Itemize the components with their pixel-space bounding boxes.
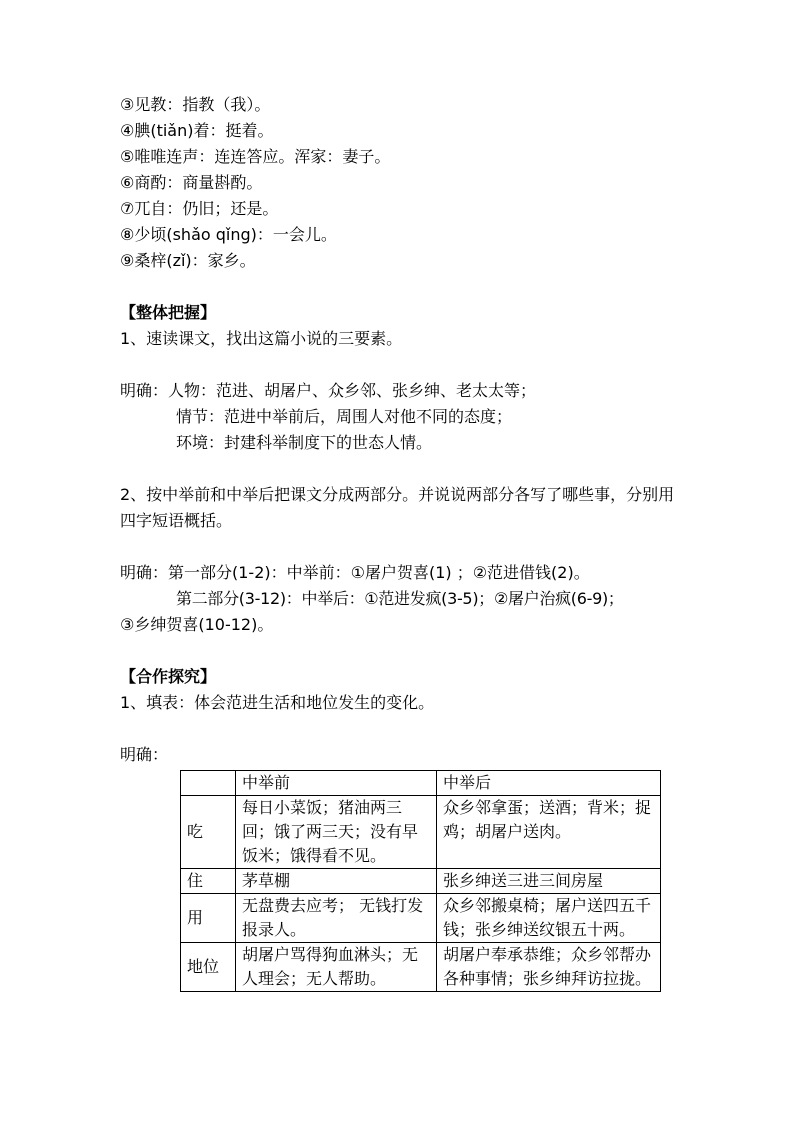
row-label: 用 [181,894,236,943]
answer-line: 明确：第一部分(1-2)：中举前：①屠户贺喜(1) ；②范进借钱(2)。 [120,563,590,582]
question: 2、按中举前和中举后把课文分成两部分。并说说两部分各写了哪些事，分别用四字短语概括。 [120,485,675,530]
row-label: 住 [181,869,236,894]
table-header-row [181,771,661,796]
glossary-item: ⑧少顷(shǎo qǐng)：一会儿。 [120,225,337,244]
table-row [181,894,661,943]
table-cell: 每日小菜饭；猪油两三回；饿了两三天；没有早饭米；饿得看不见。 [236,796,437,869]
answer-line: 第二部分(3-12)：中举后：①范进发疯(3-5)；②屠户治疯(6-9)； [176,589,624,608]
section-heading: 【合作探究】 [120,667,217,686]
table-cell: 茅草棚 [236,869,437,894]
table-header-cell [181,771,236,796]
answer-line: 情节：范进中举前后，周围人对他不同的态度； [176,407,513,426]
section-overall [120,300,710,638]
question: 1、填表：体会范进生活和地位发生的变化。 [120,693,435,712]
glossary-item: ④腆(tiǎn)着：挺着。 [120,121,274,140]
table-header-cell: 中举前 [236,771,437,796]
table-row [181,943,661,992]
row-label: 吃 [181,796,236,869]
glossary-item: ⑨桑梓(zǐ)：家乡。 [120,251,256,270]
table-cell: 众乡邻拿蛋；送酒；背米；捉鸡；胡屠户送肉。 [437,796,661,869]
table-header-cell: 中举后 [437,771,661,796]
table-row [181,796,661,869]
glossary-item: ⑦兀自：仍旧；还是。 [120,199,279,218]
table-cell: 众乡邻搬桌椅；屠户送四五千钱；张乡绅送纹银五十两。 [437,894,661,943]
section-heading: 【整体把握】 [120,303,217,322]
answer-line: 明确：人物：范进、胡屠户、众乡邻、张乡绅、老太太等； [120,381,537,400]
row-label: 地位 [181,943,236,992]
table-cell: 胡屠户奉承恭维；众乡邻帮办各种事情；张乡绅拜访拉拢。 [437,943,661,992]
answer-label: 明确： [120,745,169,764]
document-page [120,92,710,992]
glossary-item: ⑥商酌：商量斟酌。 [120,173,263,192]
answer-line: ③乡绅贺喜(10-12)。 [120,615,274,634]
table-cell: 无盘费去应考； 无钱打发报录人。 [236,894,437,943]
table-cell: 张乡绅送三进三间房屋 [437,869,661,894]
glossary-item: ⑤唯唯连声：连连答应。浑家：妻子。 [120,147,391,166]
comparison-table [180,770,661,992]
section-coop [120,664,710,992]
glossary [120,92,710,274]
glossary-item: ③见教：指教（我）。 [120,95,271,114]
answer-line: 环境：封建科举制度下的世态人情。 [176,433,433,452]
table-row [181,869,661,894]
table-cell: 胡屠户骂得狗血淋头；无人理会；无人帮助。 [236,943,437,992]
question: 1、速读课文，找出这篇小说的三要素。 [120,329,403,348]
